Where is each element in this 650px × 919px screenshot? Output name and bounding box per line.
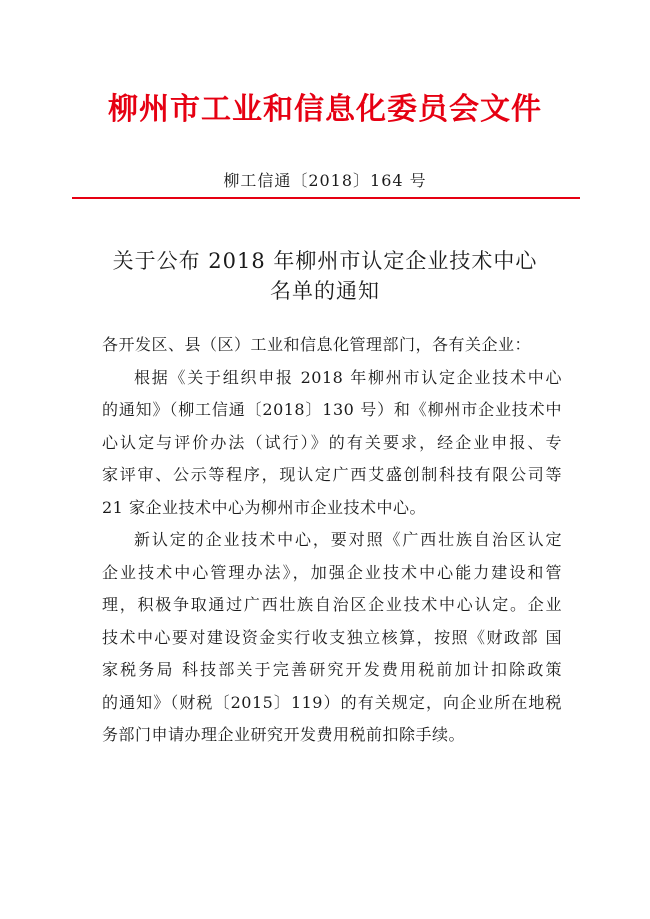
red-divider-line bbox=[72, 197, 580, 199]
document-body bbox=[102, 334, 562, 757]
document-title-line: 关于公布 2018 年柳州市认定企业技术中心 bbox=[112, 249, 538, 273]
paragraph-line: 根据《关于组织申报 2018 年柳州市认定企业技术中心 bbox=[134, 367, 562, 387]
paragraph-line: 务部门申请办理企业研究开发费用税前扣除手续。 bbox=[102, 725, 466, 744]
paragraph-line: 家评审、公示等程序，现认定广西艾盛创制科技有限公司等 bbox=[102, 465, 562, 484]
paragraph-line: 的通知》（财税〔2015〕119）的有关规定，向企业所在地税 bbox=[102, 692, 562, 712]
paragraph-line: 理，积极争取通过广西壮族自治区企业技术中心认定。企业 bbox=[102, 595, 562, 614]
paragraph-line: 21 家企业技术中心为柳州市企业技术中心。 bbox=[102, 497, 426, 517]
document-title-line: 名单的通知 bbox=[270, 279, 380, 303]
paragraph-line: 新认定的企业技术中心，要对照《广西壮族自治区认定 bbox=[134, 530, 562, 549]
document-title bbox=[60, 246, 590, 306]
paragraph-line: 企业技术中心管理办法》，加强企业技术中心能力建设和管 bbox=[102, 562, 562, 582]
paragraph-line: 的通知》（柳工信通〔2018〕130 号）和《柳州市企业技术中 bbox=[102, 400, 562, 419]
salutation: 各开发区、县（区）工业和信息化管理部门，各有关企业： bbox=[102, 335, 532, 354]
paragraph-line: 技术中心要对建设资金实行收支独立核算，按照《财政部 国 bbox=[102, 627, 562, 647]
paragraph-line: 心认定与评价办法（试行）》的有关要求，经企业申报、专 bbox=[102, 432, 562, 452]
issuer-header-title: 柳州市工业和信息化委员会文件 bbox=[108, 92, 542, 127]
paragraph-line: 家税务局 科技部关于完善研究开发费用税前加计扣除政策 bbox=[102, 660, 562, 679]
document-number: 柳工信通〔2018〕164 号 bbox=[223, 171, 427, 190]
